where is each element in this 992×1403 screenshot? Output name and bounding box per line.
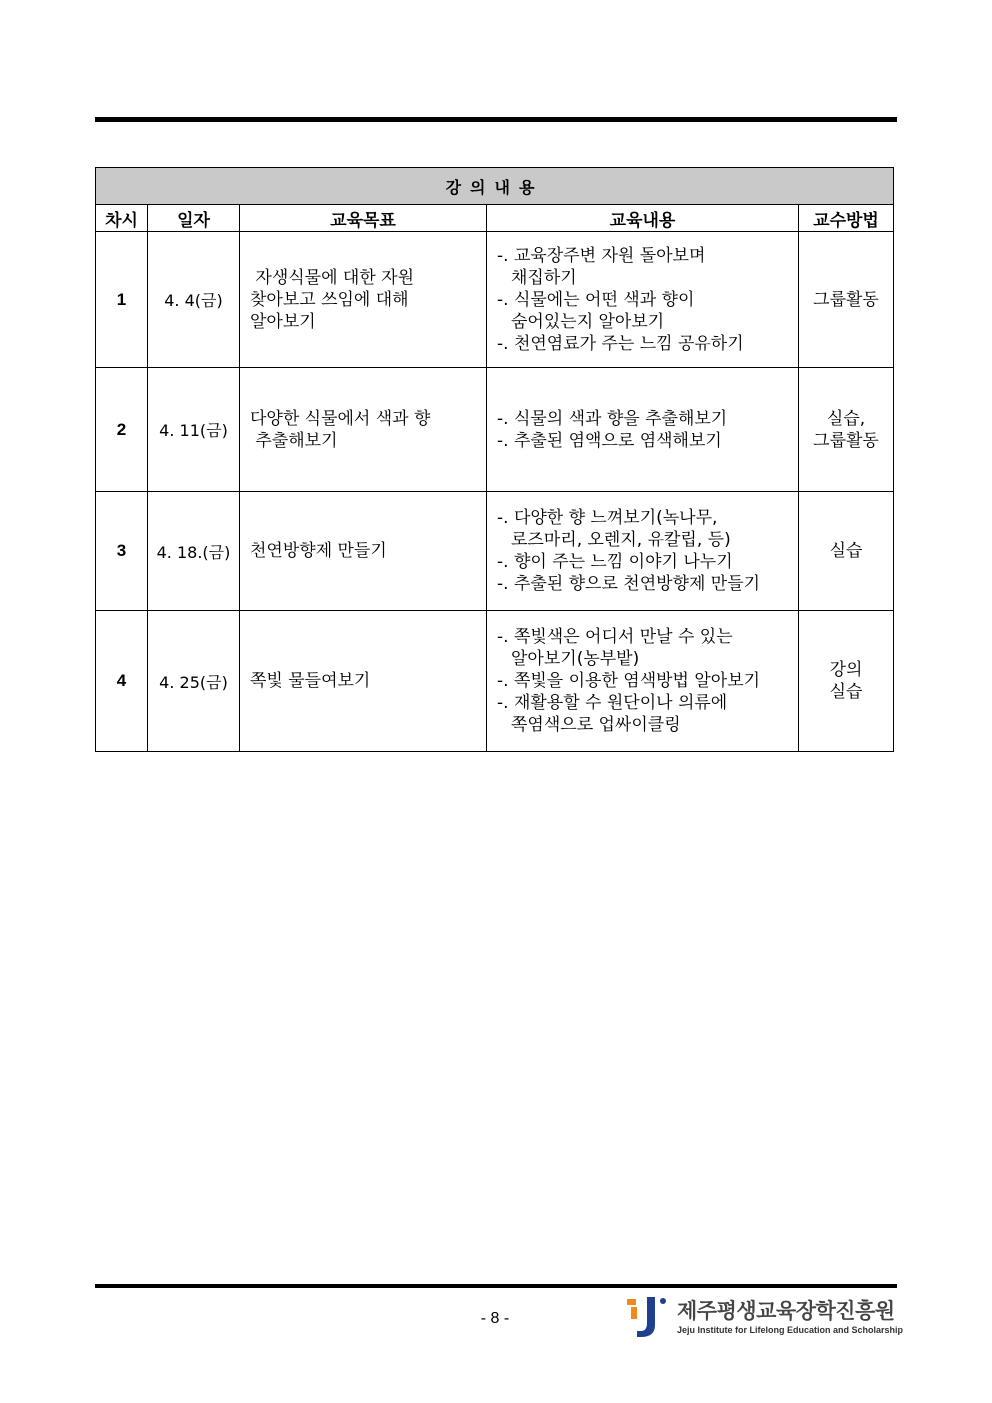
method-line: 실습 [829,541,863,561]
content-line: -. 교육장주변 자원 돌아보며 [497,245,706,266]
content-line: 채집하기 [511,267,577,288]
method-line: 실습, [826,408,866,429]
goal-line: 천연방향제 만들기 [250,541,387,561]
session-date: 4. 11(금) [148,368,240,492]
session-method [799,611,894,752]
method-line: 그룹활동 [813,289,879,310]
org-logo [625,1295,904,1340]
org-emblem-icon [625,1295,671,1339]
session-content [487,232,799,368]
content-line: -. 식물에는 어떤 색과 향이 [497,289,695,310]
header-date: 일자 [148,205,240,232]
content-line: -. 식물의 색과 향을 추출해보기 [497,408,728,429]
content-line: -. 다양한 향 느껴보기(녹나무, [497,508,718,528]
session-goal [240,611,487,752]
method-line: 실습 [829,682,863,702]
session-date: 4. 25(금) [148,611,240,752]
header-num: 차시 [96,205,148,232]
goal-line: 다양한 식물에서 색과 향 [250,408,431,429]
method-line: 그룹활동 [813,430,879,451]
session-number: 3 [96,492,148,611]
page-number: - 8 - [480,1310,510,1327]
session-method [799,492,894,611]
goal-line: 자생식물에 대한 자원 [250,267,415,288]
content-line: 로즈마리, 오렌지, 유칼립, 등) [511,530,731,550]
table-title: 강의내용 [96,168,894,205]
session-goal [240,368,487,492]
org-name-en: Jeju Institute for Lifelong Education and Scholarship [677,1325,904,1335]
session-date: 4. 4(금) [148,232,240,368]
content-line: -. 추출된 향으로 천연방향제 만들기 [497,574,761,594]
content-line: -. 쪽빛색은 어디서 만날 수 있는 [497,627,733,647]
content-line: 알아보기(농부밭) [511,649,640,669]
content-line: -. 추출된 염액으로 염색해보기 [497,430,722,451]
table-row [96,232,894,368]
session-date: 4. 18.(금) [148,492,240,611]
content-line: -. 향이 주는 느낌 이야기 나누기 [497,552,733,572]
bottom-rule [95,1284,897,1288]
header-goal: 교육목표 [240,205,487,232]
session-number: 1 [96,232,148,368]
session-content [487,611,799,752]
table-row [96,611,894,752]
goal-line: 추출해보기 [250,430,338,451]
content-line: 쪽염색으로 업싸이클링 [511,715,681,735]
lecture-table [95,167,894,752]
session-content [487,368,799,492]
goal-line: 찾아보고 쓰임에 대해 [250,289,409,310]
table-row [96,492,894,611]
table-row [96,368,894,492]
header-row [96,205,894,232]
org-name-ko: 제주평생교육장학진흥원 [677,1299,895,1323]
header-content: 교육내용 [487,205,799,232]
content-line: 숨어있는지 알아보기 [511,311,665,332]
header-method: 교수방법 [799,205,894,232]
content-line: -. 천연염료가 주는 느낌 공유하기 [497,333,744,354]
content-line: -. 쪽빛을 이용한 염색방법 알아보기 [497,671,761,691]
method-line: 강의 [829,660,863,680]
session-goal [240,492,487,611]
goal-line: 알아보기 [250,311,316,332]
session-method [799,368,894,492]
content-line: -. 재활용할 수 원단이나 의류에 [497,693,728,713]
goal-line: 쪽빛 물들여보기 [250,671,371,691]
top-rule [95,117,897,122]
session-number: 4 [96,611,148,752]
session-method [799,232,894,368]
session-content [487,492,799,611]
session-number: 2 [96,368,148,492]
session-goal [240,232,487,368]
